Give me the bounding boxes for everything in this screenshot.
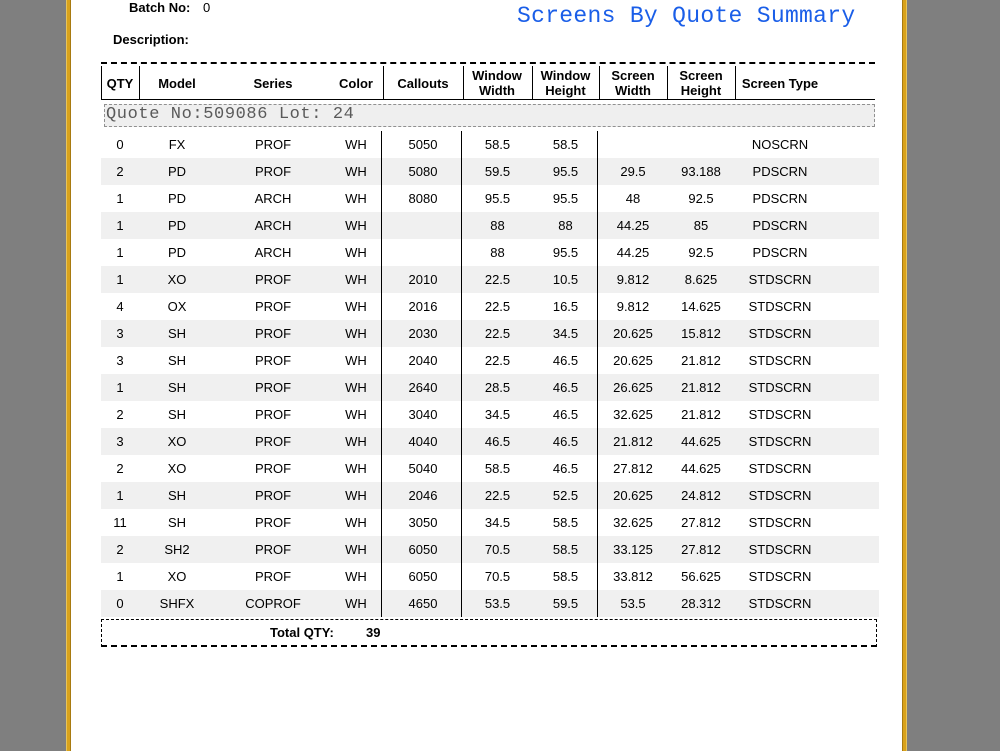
cell-window-height: 58.5 xyxy=(552,137,579,152)
cell-window-width: 88 xyxy=(490,245,505,260)
cell-series: PROF xyxy=(254,299,292,314)
cell-series: COPROF xyxy=(245,596,301,611)
cell-window-height: 46.5 xyxy=(552,461,579,476)
cell-color: WH xyxy=(345,542,367,557)
cell-color: WH xyxy=(345,407,367,422)
cell-screen-height: 56.625 xyxy=(681,569,721,584)
cell-window-height: 58.5 xyxy=(552,569,579,584)
cell-screen-height: 21.812 xyxy=(681,380,721,395)
cell-screen-type: PDSCRN xyxy=(752,191,808,206)
cell-window-width: 95.5 xyxy=(484,191,511,206)
cell-screen-height: 14.625 xyxy=(681,299,721,314)
cell-screen-width: 9.812 xyxy=(616,272,650,287)
cell-screen-width: 32.625 xyxy=(613,407,653,422)
cell-window-width: 22.5 xyxy=(484,326,511,341)
cell-color: WH xyxy=(345,272,367,287)
table-row[interactable] xyxy=(101,374,879,401)
cell-screen-height: 27.812 xyxy=(681,542,721,557)
cell-screen-type: PDSCRN xyxy=(752,245,808,260)
cell-qty: 3 xyxy=(116,353,124,368)
cell-color: WH xyxy=(345,164,367,179)
cell-screen-width: 9.812 xyxy=(616,299,650,314)
cell-screen-width: 44.25 xyxy=(616,245,650,260)
cell-screen-height: 92.5 xyxy=(688,191,714,206)
cell-series: PROF xyxy=(254,407,292,422)
cell-series: PROF xyxy=(254,515,292,530)
cell-screen-height: 27.812 xyxy=(681,515,721,530)
cell-callouts: 5080 xyxy=(408,164,438,179)
header-callouts: Callouts xyxy=(397,75,449,91)
cell-series: PROF xyxy=(254,542,292,557)
total-qty-label: Total QTY: xyxy=(270,625,334,640)
header-qty: QTY xyxy=(106,75,134,91)
table-row[interactable] xyxy=(101,536,879,563)
cell-color: WH xyxy=(345,191,367,206)
cell-screen-type: STDSCRN xyxy=(748,461,812,476)
cell-series: PROF xyxy=(254,380,292,395)
viewer-frame-right xyxy=(902,0,907,751)
cell-model: PD xyxy=(167,245,187,260)
quote-group-label: Quote No:509086 Lot: 24 xyxy=(106,105,355,124)
cell-screen-height xyxy=(667,131,735,158)
cell-screen-type: STDSCRN xyxy=(748,488,812,503)
cell-color: WH xyxy=(345,488,367,503)
table-body xyxy=(101,131,879,617)
cell-window-width: 59.5 xyxy=(484,164,511,179)
cell-series: PROF xyxy=(254,434,292,449)
cell-window-height: 58.5 xyxy=(552,515,579,530)
table-row[interactable] xyxy=(101,185,879,212)
table-row[interactable] xyxy=(101,320,879,347)
cell-screen-width: 32.625 xyxy=(613,515,653,530)
cell-model: XO xyxy=(167,461,187,476)
total-box xyxy=(101,619,877,647)
cell-screen-width: 48 xyxy=(625,191,641,206)
cell-color: WH xyxy=(345,515,367,530)
cell-screen-type: STDSCRN xyxy=(748,407,812,422)
cell-screen-type: STDSCRN xyxy=(748,596,812,611)
cell-qty: 0 xyxy=(116,596,124,611)
table-row[interactable] xyxy=(101,590,879,617)
cell-screen-type: STDSCRN xyxy=(748,380,812,395)
cell-callouts: 6050 xyxy=(408,542,438,557)
cell-window-width: 22.5 xyxy=(484,353,511,368)
cell-screen-height: 85 xyxy=(693,218,709,233)
body-divider xyxy=(597,131,598,617)
cell-screen-width: 33.812 xyxy=(613,569,653,584)
cell-screen-width: 29.5 xyxy=(620,164,646,179)
cell-screen-type: PDSCRN xyxy=(752,164,808,179)
cell-window-width: 34.5 xyxy=(484,515,511,530)
cell-series: PROF xyxy=(254,488,292,503)
cell-series: PROF xyxy=(254,164,292,179)
cell-callouts: 3050 xyxy=(408,515,438,530)
cell-color: WH xyxy=(345,596,367,611)
cell-qty: 11 xyxy=(113,515,127,530)
cell-color: WH xyxy=(345,434,367,449)
cell-model: SHFX xyxy=(159,596,195,611)
cell-series: PROF xyxy=(254,353,292,368)
cell-callouts xyxy=(383,239,463,266)
cell-qty: 1 xyxy=(116,218,124,233)
header-color: Color xyxy=(339,75,373,91)
cell-callouts: 2040 xyxy=(408,353,438,368)
body-divider xyxy=(381,131,382,617)
cell-callouts xyxy=(383,212,463,239)
cell-screen-width: 27.812 xyxy=(613,461,653,476)
cell-callouts: 2046 xyxy=(408,488,438,503)
cell-callouts: 2010 xyxy=(408,272,438,287)
cell-color: WH xyxy=(345,137,367,152)
cell-screen-height: 93.188 xyxy=(681,164,721,179)
cell-window-height: 10.5 xyxy=(552,272,579,287)
cell-model: SH xyxy=(167,515,187,530)
cell-screen-height: 44.625 xyxy=(681,434,721,449)
cell-model: XO xyxy=(167,434,187,449)
header-screen-width: Screen Width xyxy=(611,68,655,98)
cell-window-height: 46.5 xyxy=(552,407,579,422)
cell-color: WH xyxy=(345,569,367,584)
table-row[interactable] xyxy=(101,455,879,482)
table-row[interactable] xyxy=(101,131,879,158)
cell-color: WH xyxy=(345,218,367,233)
cell-window-height: 95.5 xyxy=(552,191,579,206)
cell-window-height: 95.5 xyxy=(552,164,579,179)
cell-qty: 1 xyxy=(116,272,124,287)
description-label: Description: xyxy=(113,32,189,47)
cell-callouts: 6050 xyxy=(408,569,438,584)
cell-window-width: 58.5 xyxy=(484,137,511,152)
header-window-width: Window Width xyxy=(472,68,522,98)
cell-window-height: 46.5 xyxy=(552,380,579,395)
report-title: Screens By Quote Summary xyxy=(517,3,856,29)
total-qty-value: 39 xyxy=(366,625,381,640)
cell-model: OX xyxy=(167,299,187,314)
cell-window-width: 22.5 xyxy=(484,299,511,314)
cell-callouts: 8080 xyxy=(408,191,438,206)
cell-qty: 1 xyxy=(116,245,124,260)
cell-series: ARCH xyxy=(254,245,292,260)
cell-screen-width: 53.5 xyxy=(620,596,646,611)
cell-color: WH xyxy=(345,353,367,368)
cell-screen-width: 20.625 xyxy=(613,326,653,341)
cell-series: PROF xyxy=(254,326,292,341)
cell-screen-type: STDSCRN xyxy=(748,299,812,314)
cell-model: PD xyxy=(167,218,187,233)
cell-screen-height: 15.812 xyxy=(681,326,721,341)
cell-callouts: 2016 xyxy=(408,299,438,314)
cell-model: SH xyxy=(167,380,187,395)
table-row[interactable] xyxy=(101,509,879,536)
cell-window-height: 52.5 xyxy=(552,488,579,503)
table-row[interactable] xyxy=(101,239,879,266)
cell-series: ARCH xyxy=(254,191,292,206)
cell-model: PD xyxy=(167,164,187,179)
cell-model: SH xyxy=(167,326,187,341)
cell-qty: 4 xyxy=(116,299,124,314)
cell-screen-type: STDSCRN xyxy=(748,434,812,449)
cell-window-width: 70.5 xyxy=(484,542,511,557)
cell-window-width: 28.5 xyxy=(484,380,511,395)
table-row[interactable] xyxy=(101,293,879,320)
cell-color: WH xyxy=(345,299,367,314)
cell-screen-height: 8.625 xyxy=(684,272,718,287)
batch-no-label: Batch No: xyxy=(129,0,191,15)
cell-window-height: 46.5 xyxy=(552,353,579,368)
cell-callouts: 4650 xyxy=(408,596,438,611)
cell-callouts: 5040 xyxy=(408,461,438,476)
table-row[interactable] xyxy=(101,482,879,509)
cell-screen-width: 26.625 xyxy=(613,380,653,395)
report-page[interactable] xyxy=(71,0,902,751)
cell-window-height: 88 xyxy=(558,218,573,233)
cell-screen-width: 20.625 xyxy=(613,488,653,503)
table-row[interactable] xyxy=(101,401,879,428)
cell-screen-type: STDSCRN xyxy=(748,542,812,557)
table-row[interactable] xyxy=(101,158,879,185)
cell-model: SH2 xyxy=(164,542,190,557)
cell-screen-height: 24.812 xyxy=(681,488,721,503)
cell-model: FX xyxy=(168,137,186,152)
header-series: Series xyxy=(253,75,293,91)
cell-window-height: 58.5 xyxy=(552,542,579,557)
cell-qty: 1 xyxy=(116,191,124,206)
cell-window-width: 58.5 xyxy=(484,461,511,476)
cell-screen-type: PDSCRN xyxy=(752,218,808,233)
cell-qty: 1 xyxy=(116,380,124,395)
table-row[interactable] xyxy=(101,428,879,455)
header-model: Model xyxy=(158,75,196,91)
cell-screen-type: STDSCRN xyxy=(748,326,812,341)
cell-color: WH xyxy=(345,245,367,260)
cell-screen-width: 44.25 xyxy=(616,218,650,233)
cell-screen-height: 28.312 xyxy=(681,596,721,611)
table-row[interactable] xyxy=(101,347,879,374)
cell-callouts: 2640 xyxy=(408,380,438,395)
cell-window-height: 95.5 xyxy=(552,245,579,260)
table-row[interactable] xyxy=(101,212,879,239)
cell-callouts: 5050 xyxy=(408,137,438,152)
cell-screen-height: 92.5 xyxy=(688,245,714,260)
cell-series: PROF xyxy=(254,461,292,476)
body-divider xyxy=(461,131,462,617)
cell-callouts: 4040 xyxy=(408,434,438,449)
cell-screen-type: STDSCRN xyxy=(748,272,812,287)
cell-model: SH xyxy=(167,353,187,368)
cell-model: PD xyxy=(167,191,187,206)
cell-model: SH xyxy=(167,407,187,422)
cell-qty: 3 xyxy=(116,326,124,341)
table-row[interactable] xyxy=(101,563,879,590)
cell-screen-width: 33.125 xyxy=(613,542,653,557)
cell-series: PROF xyxy=(254,272,292,287)
cell-screen-type: STDSCRN xyxy=(748,569,812,584)
cell-color: WH xyxy=(345,461,367,476)
cell-model: XO xyxy=(167,272,187,287)
table-row[interactable] xyxy=(101,266,879,293)
cell-window-width: 46.5 xyxy=(484,434,511,449)
cell-qty: 2 xyxy=(116,164,124,179)
cell-screen-height: 21.812 xyxy=(681,407,721,422)
cell-window-height: 34.5 xyxy=(552,326,579,341)
cell-qty: 2 xyxy=(116,461,124,476)
cell-screen-type: NOSCRN xyxy=(751,137,809,152)
cell-series: PROF xyxy=(254,569,292,584)
cell-color: WH xyxy=(345,326,367,341)
cell-qty: 3 xyxy=(116,434,124,449)
cell-window-width: 34.5 xyxy=(484,407,511,422)
cell-screen-width: 20.625 xyxy=(613,353,653,368)
cell-qty: 1 xyxy=(116,488,124,503)
cell-screen-height: 44.625 xyxy=(681,461,721,476)
cell-callouts: 3040 xyxy=(408,407,438,422)
cell-model: SH xyxy=(167,488,187,503)
cell-qty: 1 xyxy=(116,569,124,584)
cell-window-width: 22.5 xyxy=(484,272,511,287)
cell-window-width: 53.5 xyxy=(484,596,511,611)
cell-window-width: 22.5 xyxy=(484,488,511,503)
cell-model: XO xyxy=(167,569,187,584)
cell-series: PROF xyxy=(254,137,292,152)
cell-qty: 2 xyxy=(116,407,124,422)
cell-window-height: 46.5 xyxy=(552,434,579,449)
cell-color: WH xyxy=(345,380,367,395)
cell-window-height: 59.5 xyxy=(552,596,579,611)
cell-qty: 2 xyxy=(116,542,124,557)
cell-window-width: 70.5 xyxy=(484,569,511,584)
cell-window-width: 88 xyxy=(490,218,505,233)
header-screen-height: Screen Height xyxy=(679,68,723,98)
cell-window-height: 16.5 xyxy=(552,299,579,314)
cell-callouts: 2030 xyxy=(408,326,438,341)
cell-qty: 0 xyxy=(116,137,124,152)
cell-screen-width xyxy=(599,131,667,158)
batch-no-value: 0 xyxy=(203,0,211,15)
cell-screen-height: 21.812 xyxy=(681,353,721,368)
header-window-height: Window Height xyxy=(540,68,591,98)
cell-series: ARCH xyxy=(254,218,292,233)
cell-screen-type: STDSCRN xyxy=(748,515,812,530)
header-screen-type: Screen Type xyxy=(741,75,819,91)
cell-screen-type: STDSCRN xyxy=(748,353,812,368)
cell-screen-width: 21.812 xyxy=(613,434,653,449)
